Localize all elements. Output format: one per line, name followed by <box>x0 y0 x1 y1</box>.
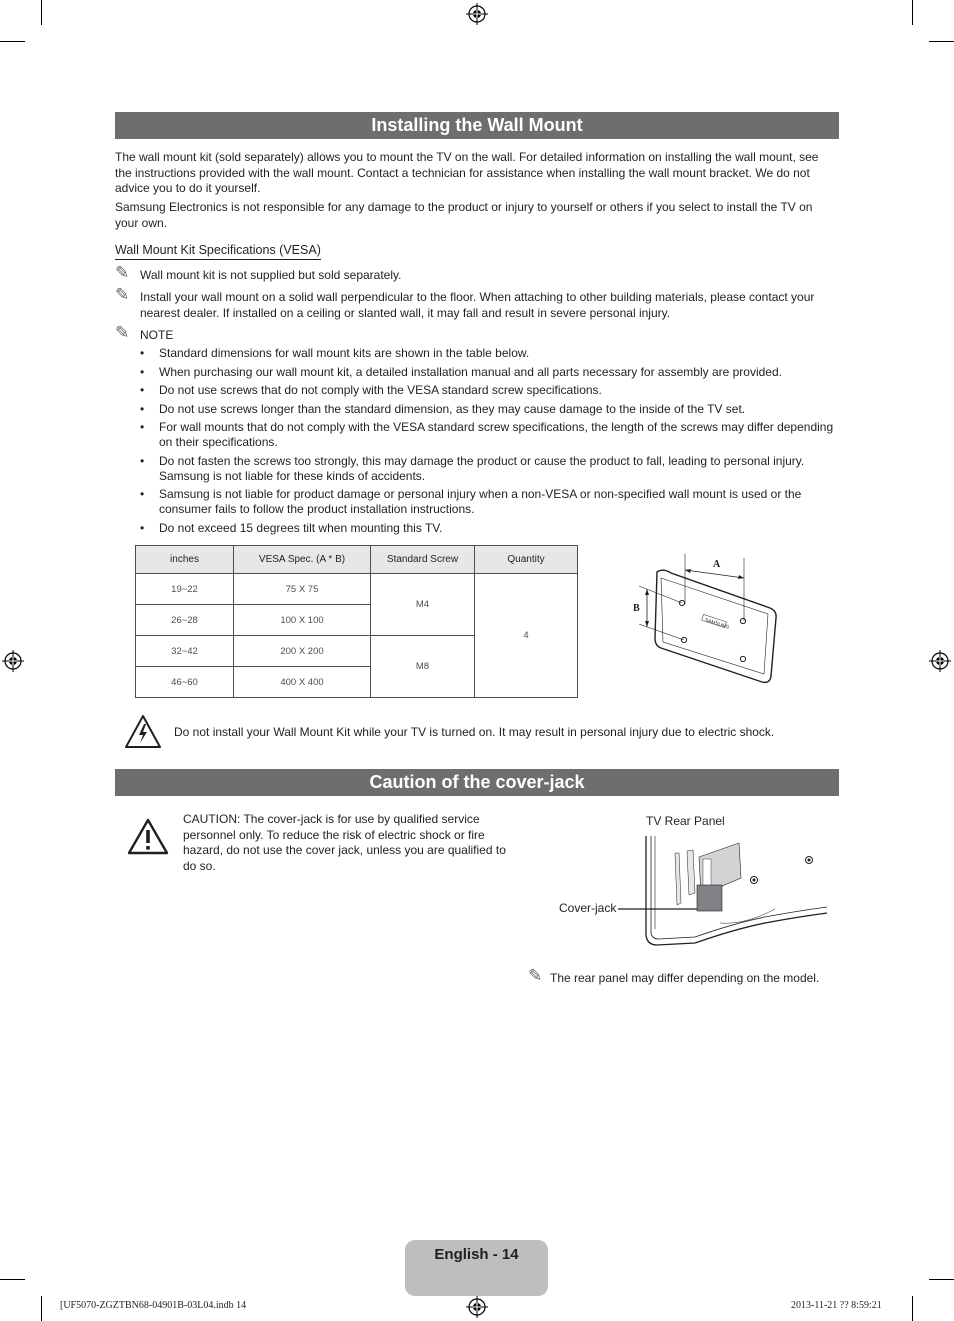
caution-warning-icon <box>127 818 169 856</box>
table-row <box>136 574 578 605</box>
table-cell: 32~42 <box>136 636 234 667</box>
rear-panel-label: TV Rear Panel <box>646 814 725 828</box>
table-cell: 19~22 <box>136 574 234 605</box>
registration-mark-icon <box>466 3 488 25</box>
crop-mark <box>912 0 913 25</box>
table-cell: 4 <box>475 574 578 698</box>
file-slug: [UF5070-ZGZTBN68-04901B-03L04.indb 14 <box>60 1300 247 1311</box>
list-item: • Do not exceed 15 degrees tilt when mounting this TV. <box>140 520 443 535</box>
electric-shock-warning-icon <box>124 714 162 750</box>
table-cell: 200 X 200 <box>234 636 371 667</box>
table-cell: 400 X 400 <box>234 667 371 698</box>
crop-mark <box>929 41 954 42</box>
table-cell: 46~60 <box>136 667 234 698</box>
registration-mark-icon <box>2 650 24 672</box>
dimension-a-label: A <box>713 559 721 570</box>
list-item: • When purchasing our wall mount kit, a detailed installation manual and all parts necessary for assembly are provided. <box>140 364 782 379</box>
pencil-icon: ✎ <box>115 263 130 282</box>
list-item: • Do not fasten the screws too strongly, this may damage the product or cause the product to fall, leading to personal injury. Samsung is not liable for these kinds of accidents. <box>140 453 805 483</box>
caution-text: : The cover-jack is for use by qualified service personnel only. To reduce the risk of electric shock or fire hazard, do not use the cover jack, unless you are qualified to do so. <box>183 812 506 873</box>
table-cell: 26~28 <box>136 605 234 636</box>
table-cell: 75 X 75 <box>234 574 371 605</box>
list-item: • Do not use screws longer than the standard dimension, as they may cause damage to the inside of the TV set. <box>140 401 746 416</box>
note-heading: ✎ NOTE <box>115 323 174 342</box>
vesa-diagram <box>625 548 785 688</box>
page-number-tab <box>405 1240 548 1296</box>
pencil-icon: ✎ <box>528 966 543 985</box>
table-cell: M4 <box>371 574 475 636</box>
crop-mark <box>929 1279 954 1280</box>
tv-rear-panel-diagram <box>615 833 830 951</box>
section-title-wall-mount: Installing the Wall Mount <box>115 112 839 139</box>
caution-label: CAUTION <box>183 812 237 826</box>
list-item: • Standard dimensions for wall mount kits are shown in the table below. <box>140 346 530 360</box>
note-rear-panel: ✎ The rear panel may differ depending on the model. <box>528 966 820 985</box>
vesa-spec-table <box>135 545 578 698</box>
note-not-supplied: ✎ Wall mount kit is not supplied but sold separately. <box>115 263 402 282</box>
page-number: English - 14 <box>434 1246 519 1263</box>
list-item: • Samsung is not liable for product damage or personal injury when a non-VESA or non-specified wall mount is used or the consumer fails to follow the product installation instructions. <box>140 487 802 516</box>
dimension-b-label: B <box>633 603 640 614</box>
cover-jack-label: Cover-jack <box>559 901 617 915</box>
column-header: Standard Screw <box>371 546 475 574</box>
pencil-icon: ✎ <box>115 323 130 342</box>
vesa-subheading: Wall Mount Kit Specifications (VESA) <box>115 243 321 260</box>
column-header: inches <box>136 546 234 574</box>
caution-paragraph <box>183 812 508 874</box>
list-item: • Do not use screws that do not comply with the VESA standard screw specifications. <box>140 383 602 397</box>
pencil-icon: ✎ <box>115 285 130 304</box>
column-header: Quantity <box>475 546 578 574</box>
table-cell: 100 X 100 <box>234 605 371 636</box>
table-cell: M8 <box>371 636 475 698</box>
crop-mark <box>0 41 25 42</box>
section-title-cover-jack: Caution of the cover-jack <box>115 769 839 796</box>
intro-paragraph: The wall mount kit (sold separately) allows you to mount the TV on the wall. For detailed information on installing the wall mount, see the instructions provided with the wall mount. Contact a technician for assistance when installing the wall mount bracket. We do not advice you to do it yourself. <box>115 150 819 195</box>
electric-warning-text: Do not install your Wall Mount Kit while your TV is turned on. It may result in personal injury due to electric shock. <box>174 725 775 739</box>
disclaimer-paragraph: Samsung Electronics is not responsible for any damage to the product or injury to yourself or others if you select to install the TV on your own. <box>115 200 813 230</box>
list-item: • For wall mounts that do not comply with the VESA standard screw specifications, the length of the screws may differ depending on their specifications. <box>140 420 834 449</box>
table-header-row <box>136 546 578 574</box>
note-solid-wall: ✎ Install your wall mount on a solid wall perpendicular to the floor. When attaching to other building materials, please contact your nearest dealer. If installed on a ceiling or slanted wall, it may fall and result in severe personal injury. <box>115 285 815 320</box>
column-header: VESA Spec. (A * B) <box>234 546 371 574</box>
crop-mark <box>912 1296 913 1321</box>
registration-mark-icon <box>929 650 951 672</box>
print-timestamp: 2013-11-21 ?? 8:59:21 <box>791 1300 882 1311</box>
note-bullet-list <box>140 346 835 539</box>
crop-mark <box>0 1279 25 1280</box>
crop-mark <box>41 1296 42 1321</box>
crop-mark <box>41 0 42 25</box>
registration-mark-icon <box>466 1296 488 1318</box>
brand-label: SAMSUNG <box>703 617 730 631</box>
